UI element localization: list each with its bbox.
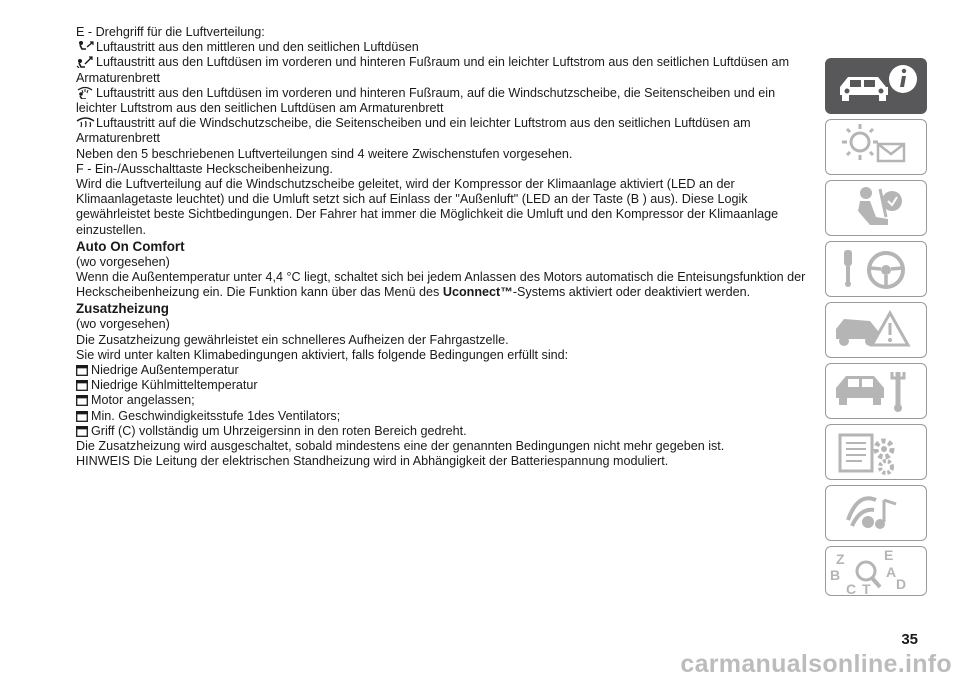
list-item: Min. Geschwindigkeitsstufe 1des Ventilators; <box>76 409 816 424</box>
feet-face-vent-icon <box>76 55 95 68</box>
auto-on-comfort-heading: Auto On Comfort <box>76 238 185 254</box>
list-item: Griff (C) vollständig um Uhrzeigersinn in den roten Bereich gedreht. <box>76 424 816 439</box>
technical-data-icon <box>826 425 928 481</box>
air-distribution-feet-windshield: Luftaustritt aus den Luftdüsen im vorderen und hinteren Fußraum, auf die Windschutzscheibe, die Seitenscheiben und ein leichter Luftstrom aus den seitlichen Luftdüsen am Armaturenbrett <box>76 85 776 116</box>
main-content <box>76 25 816 469</box>
windshield-defrost-icon <box>76 116 95 129</box>
uconnect-brand: Uconnect™ <box>442 285 513 300</box>
watermark: carmanualsonline.info <box>680 650 952 678</box>
air-distribution-feet-face: Luftaustritt aus den Luftdüsen im vorderen und hinteren Fußraum und ein leichter Luftstrom aus den seitlichen Luftdüsen am Armaturenbrett <box>76 55 790 85</box>
tab-emergency[interactable] <box>825 302 927 358</box>
list-item: Motor angelassen; <box>76 393 816 408</box>
car-emergency-icon <box>826 303 928 359</box>
car-maintenance-icon <box>826 364 928 420</box>
zusatzheizung-conditions-intro: Sie wird unter kalten Klimabedingungen aktiviert, falls folgende Bedingungen erfüllt sind: <box>76 347 569 362</box>
list-item: Niedrige Außentemperatur <box>76 363 816 378</box>
key-steering-wheel-icon <box>826 242 928 298</box>
tab-starting-driving[interactable] <box>825 241 927 297</box>
checkbox-bullet-icon <box>76 411 88 422</box>
tab-multimedia[interactable] <box>825 485 927 541</box>
checkbox-bullet-icon <box>76 380 88 391</box>
car-info-icon <box>826 59 928 115</box>
zusatzheizung-off-text: Die Zusatzheizung wird ausgeschaltet, sobald mindestens eine der genannten Bedingungen nicht mehr gegeben ist. <box>76 439 725 454</box>
list-item: Niedrige Kühlmitteltemperatur <box>76 378 816 393</box>
tab-index[interactable] <box>825 546 927 596</box>
f-title: F - Ein-/Ausschalttaste Heckscheibenheizung. <box>76 161 333 176</box>
index-letter: E <box>884 547 894 563</box>
f-description: Wird die Luftverteilung auf die Windschutzscheibe geleitet, wird der Kompressor der Klimaanlage aktiviert (LED an der Klimaanlagetaste leuchtet) und die Umluft setzt sich auf Einlass der "Außenluft" (LED an der Taste (B ) aus). Diese Logik gewährleistet beste Sichtbedingungen. Der Fahrer hat immer die Möglichkeit die Umluft und den Kompressor der Klimaanlage einzustellen. <box>76 177 779 237</box>
airbag-seat-icon <box>826 181 928 237</box>
alphabetical-index-icon <box>826 547 928 597</box>
auto-on-comfort-description: Wenn die Außentemperatur unter 4,4 °C liegt, schaltet sich bei jedem Anlassen des Motors automatisch die Enteisungsfunktion der Heckscheibenheizung ein. Die Funktion kann über das Menü des Uconnect™-Systems aktiviert oder deaktiviert werden. <box>76 270 806 300</box>
face-vent-icon <box>76 40 95 53</box>
checkbox-bullet-icon <box>76 365 88 376</box>
air-distribution-face: Luftaustritt aus den mittleren und den seitlichen Luftdüsen <box>76 40 816 55</box>
zusatzheizung-intro: Die Zusatzheizung gewährleistet ein schnelleres Aufheizen der Fahrgastzelle. <box>76 332 509 347</box>
zusatzheizung-provided: (wo vorgesehen) <box>76 317 170 332</box>
multimedia-icon <box>826 486 928 542</box>
page-number: 35 <box>901 631 918 648</box>
tab-safety[interactable] <box>825 180 927 236</box>
warning-lights-icon <box>826 120 928 176</box>
checkbox-bullet-icon <box>76 426 88 437</box>
index-letter: B <box>830 567 841 583</box>
tab-warning-lights[interactable] <box>825 119 927 175</box>
checkbox-bullet-icon <box>76 395 88 406</box>
hinweis-note: HINWEIS Die Leitung der elektrischen Standheizung wird in Abhängigkeit der Batteriespannung moduliert. <box>76 454 669 469</box>
tab-maintenance[interactable] <box>825 363 927 419</box>
zusatzheizung-heading: Zusatzheizung <box>76 301 169 317</box>
index-letter: Z <box>836 551 845 567</box>
air-distribution-windshield: Luftaustritt auf die Windschutzscheibe, die Seitenscheiben und ein leichter Luftstrom aus den seitlichen Luftdüsen am Armaturenbrett <box>76 116 751 146</box>
index-letter: T <box>862 581 871 597</box>
index-letter: D <box>896 576 907 592</box>
e-title: E - Drehgriff für die Luftverteilung: <box>76 25 265 39</box>
auto-on-comfort-provided: (wo vorgesehen) <box>76 254 170 269</box>
tab-car-info[interactable] <box>825 58 927 114</box>
tab-technical-data[interactable] <box>825 424 927 480</box>
intermediate-settings-note: Neben den 5 beschriebenen Luftverteilungen sind 4 weitere Zwischenstufen vorgesehen. <box>76 146 573 161</box>
feet-windshield-vent-icon <box>76 86 95 99</box>
index-letter: A <box>886 564 897 580</box>
index-letter: C <box>846 581 857 597</box>
